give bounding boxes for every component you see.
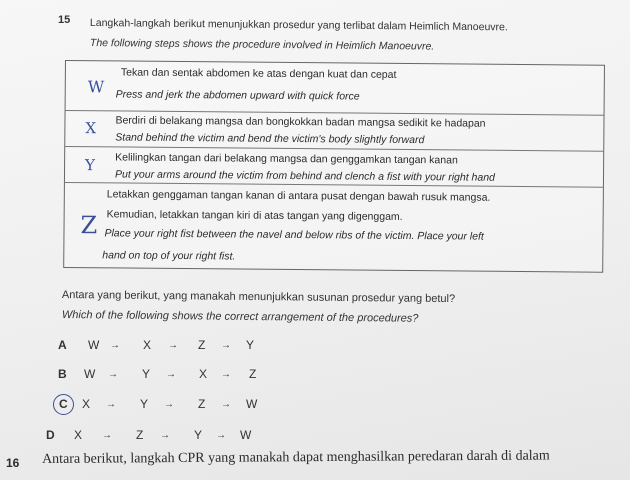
option-step: W <box>88 338 100 352</box>
arrow-icon: → <box>221 399 231 410</box>
option-letter: A <box>58 338 67 352</box>
option-step: X <box>74 428 83 442</box>
handwritten-label-w: W <box>87 77 105 97</box>
step-w-english: Press and jerk the abdomen upward with quick force <box>115 88 360 103</box>
option-step: Z <box>249 367 257 381</box>
step-row-x <box>65 111 603 152</box>
steps-table <box>63 60 605 273</box>
step-w-malay: Tekan dan sentak abdomen ke atas dengan kuat dan cepat <box>120 66 397 81</box>
option-step: X <box>199 367 208 381</box>
option-letter: D <box>46 428 55 442</box>
arrow-icon: → <box>108 369 118 380</box>
arrow-icon: → <box>221 340 231 351</box>
step-z-malay-line1: Letakkan genggaman tangan kanan di antara pusat dengan bawah rusuk mangsa. <box>106 188 491 204</box>
option-step: Z <box>198 338 206 352</box>
step-row-y <box>65 147 603 188</box>
arrow-icon: → <box>164 399 174 410</box>
handwritten-label-y: Y <box>85 156 96 175</box>
option-step: Y <box>246 338 255 352</box>
option-step: Z <box>136 428 144 442</box>
option-step: Y <box>194 428 203 442</box>
arrow-icon: → <box>216 430 226 441</box>
step-z-malay-line2: Kemudian, letakkan tangan kiri di atas tangan yang digenggam. <box>106 208 403 223</box>
next-question-text: Antara berikut, langkah CPR yang manakah dapat menghasilkan peredaran darah di dalam <box>42 448 550 467</box>
question-number: 15 <box>58 14 71 26</box>
step-row-w <box>66 61 604 116</box>
arrow-icon: → <box>221 369 231 380</box>
option-step: X <box>82 397 91 411</box>
option-step: W <box>84 367 96 381</box>
step-row-z <box>64 183 603 274</box>
step-y-english: Put your arms around the victim from behind and clench a fist with your right hand <box>114 168 495 184</box>
option-letter: C <box>59 397 68 411</box>
option-step: X <box>143 338 152 352</box>
handwritten-label-z: Z <box>80 211 98 240</box>
next-question-number: 16 <box>6 456 20 470</box>
step-z-english-line1: Place your right fist between the navel and below ribs of the victim. Place your left <box>104 227 484 243</box>
option-step: W <box>240 428 252 442</box>
step-z-english-line2: hand on top of your right fist. <box>102 249 236 263</box>
arrow-icon: → <box>110 340 120 351</box>
prompt-malay: Antara yang berikut, yang manakah menunjukkan susunan prosedur yang betul? <box>61 289 456 306</box>
step-y-malay: Kelilingkan tangan dari belakang mangsa dan genggamkan tangan kanan <box>115 151 458 167</box>
option-step: Z <box>198 397 206 411</box>
arrow-icon: → <box>160 430 170 441</box>
question-stem-malay: Langkah-langkah berikut menunjukkan prosedur yang terlibat dalam Heimlich Manoeuvre. <box>89 17 508 34</box>
option-step: Y <box>142 367 151 381</box>
step-x-english: Stand behind the victim and bend the victim's body slightly forward <box>115 131 425 147</box>
step-x-malay: Berdiri di belakang mangsa dan bongkokkan badan mangsa sedikit ke hadapan <box>115 114 486 130</box>
option-letter: B <box>58 367 67 381</box>
option-step: W <box>246 397 258 411</box>
handwritten-label-x: X <box>85 119 97 138</box>
option-step: Y <box>140 397 149 411</box>
question-stem-english: The following steps shows the procedure involved in Heimlich Manoeuvre. <box>89 37 435 53</box>
arrow-icon: → <box>102 430 112 441</box>
arrow-icon: → <box>106 399 116 410</box>
prompt-english: Which of the following shows the correct arrangement of the procedures? <box>61 309 419 325</box>
arrow-icon: → <box>168 340 178 351</box>
arrow-icon: → <box>166 369 176 380</box>
